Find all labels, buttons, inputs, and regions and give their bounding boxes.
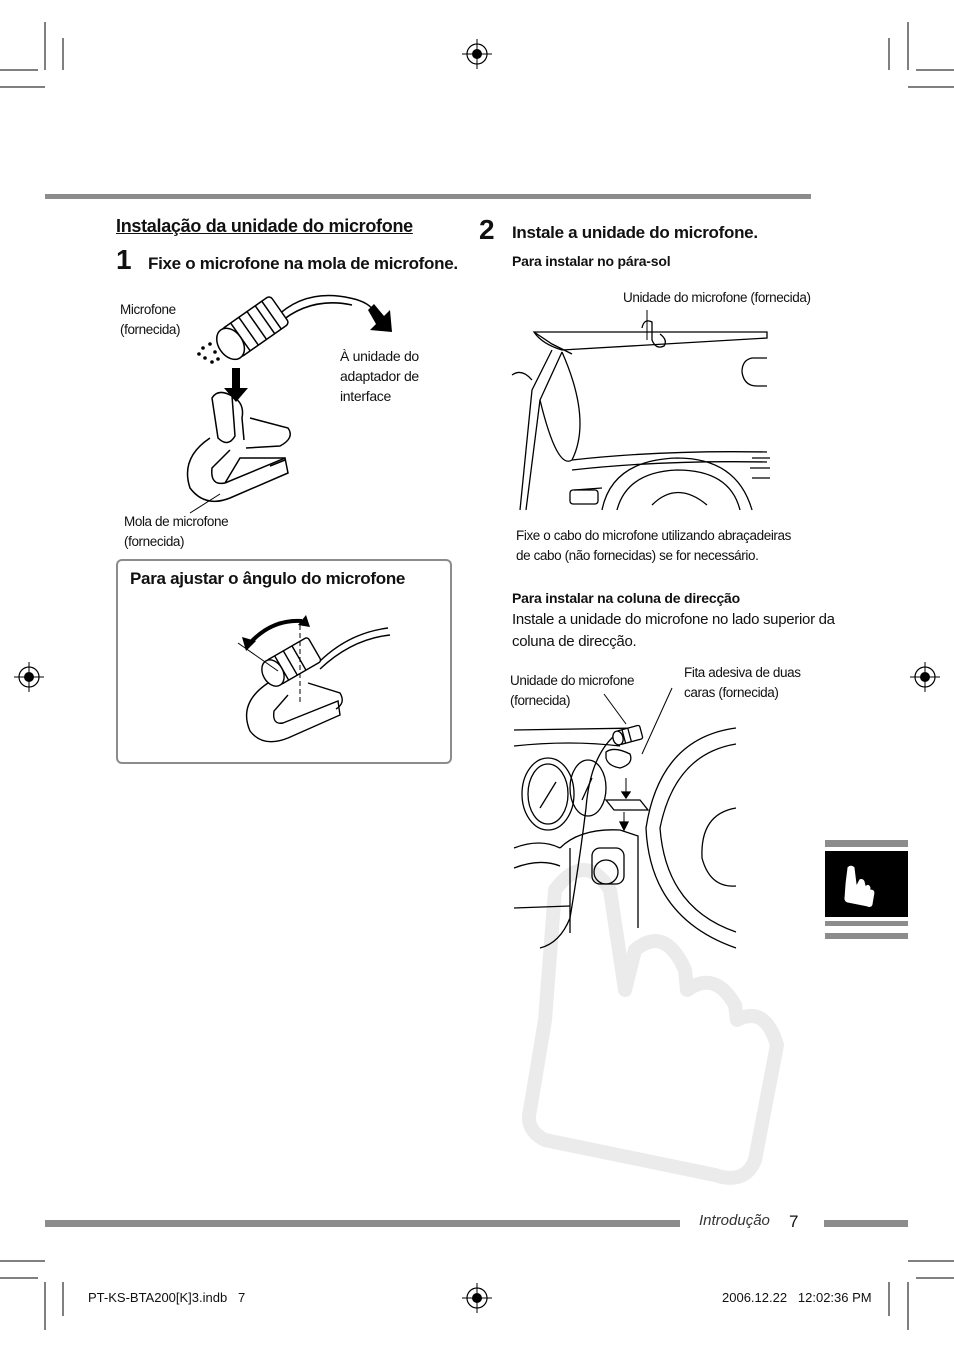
registration-mark-left <box>14 662 44 692</box>
registration-mark-top <box>462 39 492 69</box>
step-1-number: 1 <box>116 244 132 275</box>
footer-page-number: 7 <box>789 1212 799 1231</box>
registration-mark-right <box>910 662 940 692</box>
step-2-number: 2 <box>479 214 495 245</box>
column-label-unit: Unidade do microfone (fornecida) <box>510 673 635 708</box>
step-2-text: Instale a unidade do microfone. <box>512 223 758 242</box>
print-file-info: PT-KS-BTA200[K]3.indb 7 <box>88 1290 246 1305</box>
side-tab-bottom-bar-1 <box>825 921 908 926</box>
angle-adjust-box <box>116 559 452 764</box>
hand-one-finger-icon <box>841 861 881 911</box>
step-1-text: Fixe o microfone na mola de microfone. <box>148 254 458 273</box>
print-date-info: 2006.12.22 12:02:36 PM <box>722 1290 872 1305</box>
steering-column-illustration <box>510 718 740 948</box>
label-clip: Mola de microfone (fornecida) <box>124 514 229 549</box>
side-tab <box>825 851 908 917</box>
label-microphone: Microfone (fornecida) <box>120 302 181 337</box>
column-text: Instale a unidade do microfone no lado superior da coluna de direcção. <box>512 611 835 650</box>
side-tab-top-bar <box>825 840 908 847</box>
label-adapter: À unidade do adaptador de interface <box>340 348 419 404</box>
angle-box-title: Para ajustar o ângulo do microfone <box>130 569 406 588</box>
column-heading: Para instalar na coluna de direcção <box>512 590 740 606</box>
sunvisor-note: Fixe o cabo do microfone utilizando abraçadeiras de cabo (não fornecidas) se for necessário. <box>516 528 791 563</box>
sunvisor-label-unit: Unidade do microfone (fornecida) <box>623 290 811 305</box>
footer-section-name: Introdução <box>699 1212 770 1229</box>
footer-rule-right <box>824 1220 908 1227</box>
top-rule <box>45 194 811 199</box>
side-tab-bottom-bar-2 <box>825 933 908 939</box>
section-title: Instalação da unidade do microfone <box>116 216 413 236</box>
sunvisor-illustration <box>512 320 772 510</box>
sunvisor-heading: Para instalar no pára-sol <box>512 253 671 269</box>
microphone-angle-illustration <box>228 613 428 753</box>
registration-mark-bottom <box>462 1283 492 1313</box>
microphone-clip-illustration <box>170 288 470 518</box>
column-label-tape: Fita adesiva de duas caras (fornecida) <box>684 665 801 700</box>
footer-rule-left <box>45 1220 680 1227</box>
